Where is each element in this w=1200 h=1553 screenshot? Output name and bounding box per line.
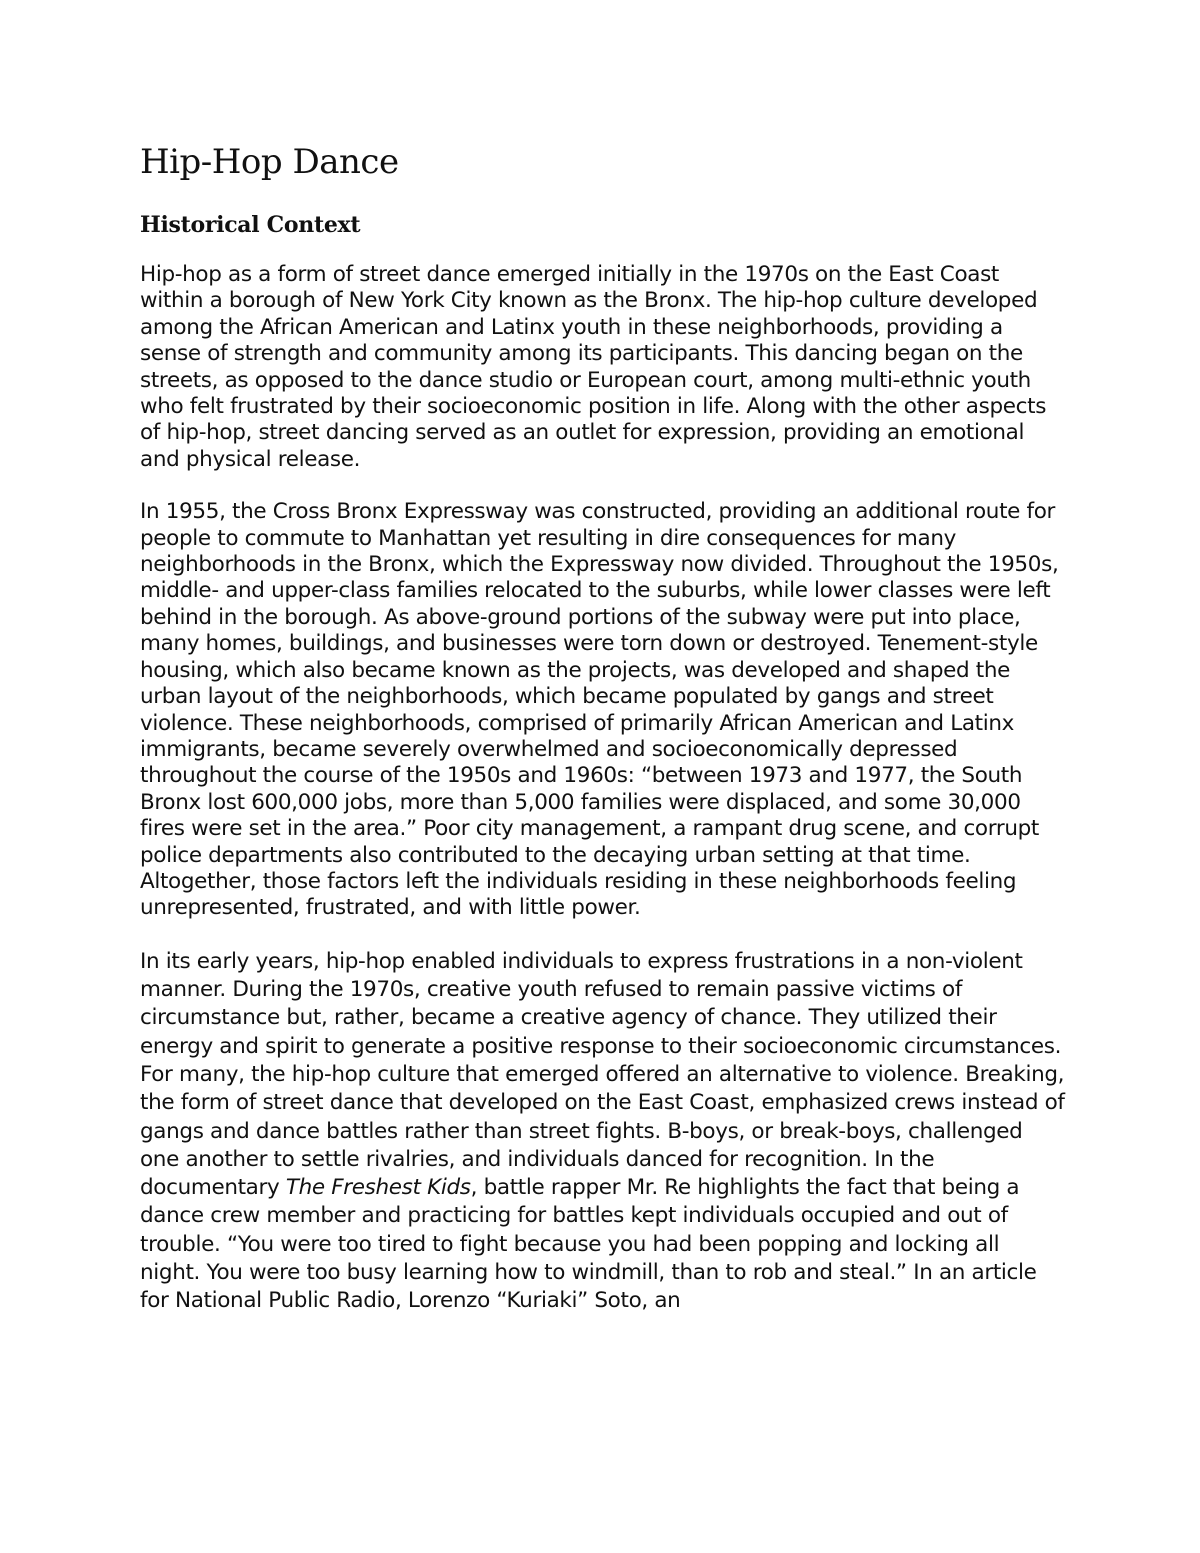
paragraph-3-text-start: In its early years, hip-hop enabled individuals to express frustrations in a non-violent manner. During the 1970s, creative youth refused to remain passive victims of circumstance but, rather, became a creative agency of chance. They utilized their energy and spirit to generate a positive response to their socioeconomic circumstances. For many, the hip-hop culture that emerged offered an alternative to violence. Breaking, the form of street dance that developed on the East Coast, emphasized crews instead of gangs and dance battles rather than street fights. B-boys, or break-boys, challenged one another to settle rivalries, and individuals danced for recognition. In the documentary [140,948,1065,1201]
section-heading: Historical Context [140,212,361,238]
document-title: Hip-Hop Dance [140,142,399,182]
paragraph-3 [140,948,1065,1316]
paragraph-2: In 1955, the Cross Bronx Expressway was constructed, providing an additional route for people to commute to Manhattan yet resulting in dire consequences for many neighborhoods in the Bronx, which the Expressway now divided. Throughout the 1950s, middle- and upper-class families relocated to the suburbs, while lower classes were left behind in the borough. As above-ground portions of the subway were put into place, many homes, buildings, and businesses were torn down or destroyed. Tenement-style housing, which also became known as the projects, was developed and shaped the urban layout of the neighborhoods, which became populated by gangs and street violence. These neighborhoods, comprised of primarily African American and Latinx immigrants, became severely overwhelmed and socioeconomically depressed throughout the course of the 1950s and 1960s: “between 1973 and 1977, the South Bronx lost 600,000 jobs, more than 5,000 families were displaced, and some 30,000 fires were set in the area.” Poor city management, a rampant drug scene, and corrupt police departments also contributed to the decaying urban setting at that time. Altogether, those factors left the individuals residing in these neighborhoods feeling unrepresented, frustrated, and with little power. [140,499,1059,921]
paragraph-3-text-end: , battle rapper Mr. Re highlights the fact that being a dance crew member and practicing for battles kept individuals occupied and out of trouble. “You were too tired to fight because you had been popping and locking all night. You were too busy learning how to windmill, than to rob and steal.” In an article for National Public Radio, Lorenzo “Kuriaki” Soto, an [140,1175,1037,1314]
document-page [140,140,1065,1316]
paragraph-1: Hip-hop as a form of street dance emerged initially in the 1970s on the East Coast within a borough of New York City known as the Bronx. The hip-hop culture developed among the African American and Latinx youth in these neighborhoods, providing a sense of strength and community among its participants. This dancing began on the streets, as opposed to the dance studio or European court, among multi-ethnic youth who felt frustrated by their socioeconomic position in life. Along with the other aspects of hip-hop, street dancing served as an outlet for expression, providing an emotional and physical release. [140,262,1047,472]
documentary-title: The Freshest Kids [285,1175,471,1201]
